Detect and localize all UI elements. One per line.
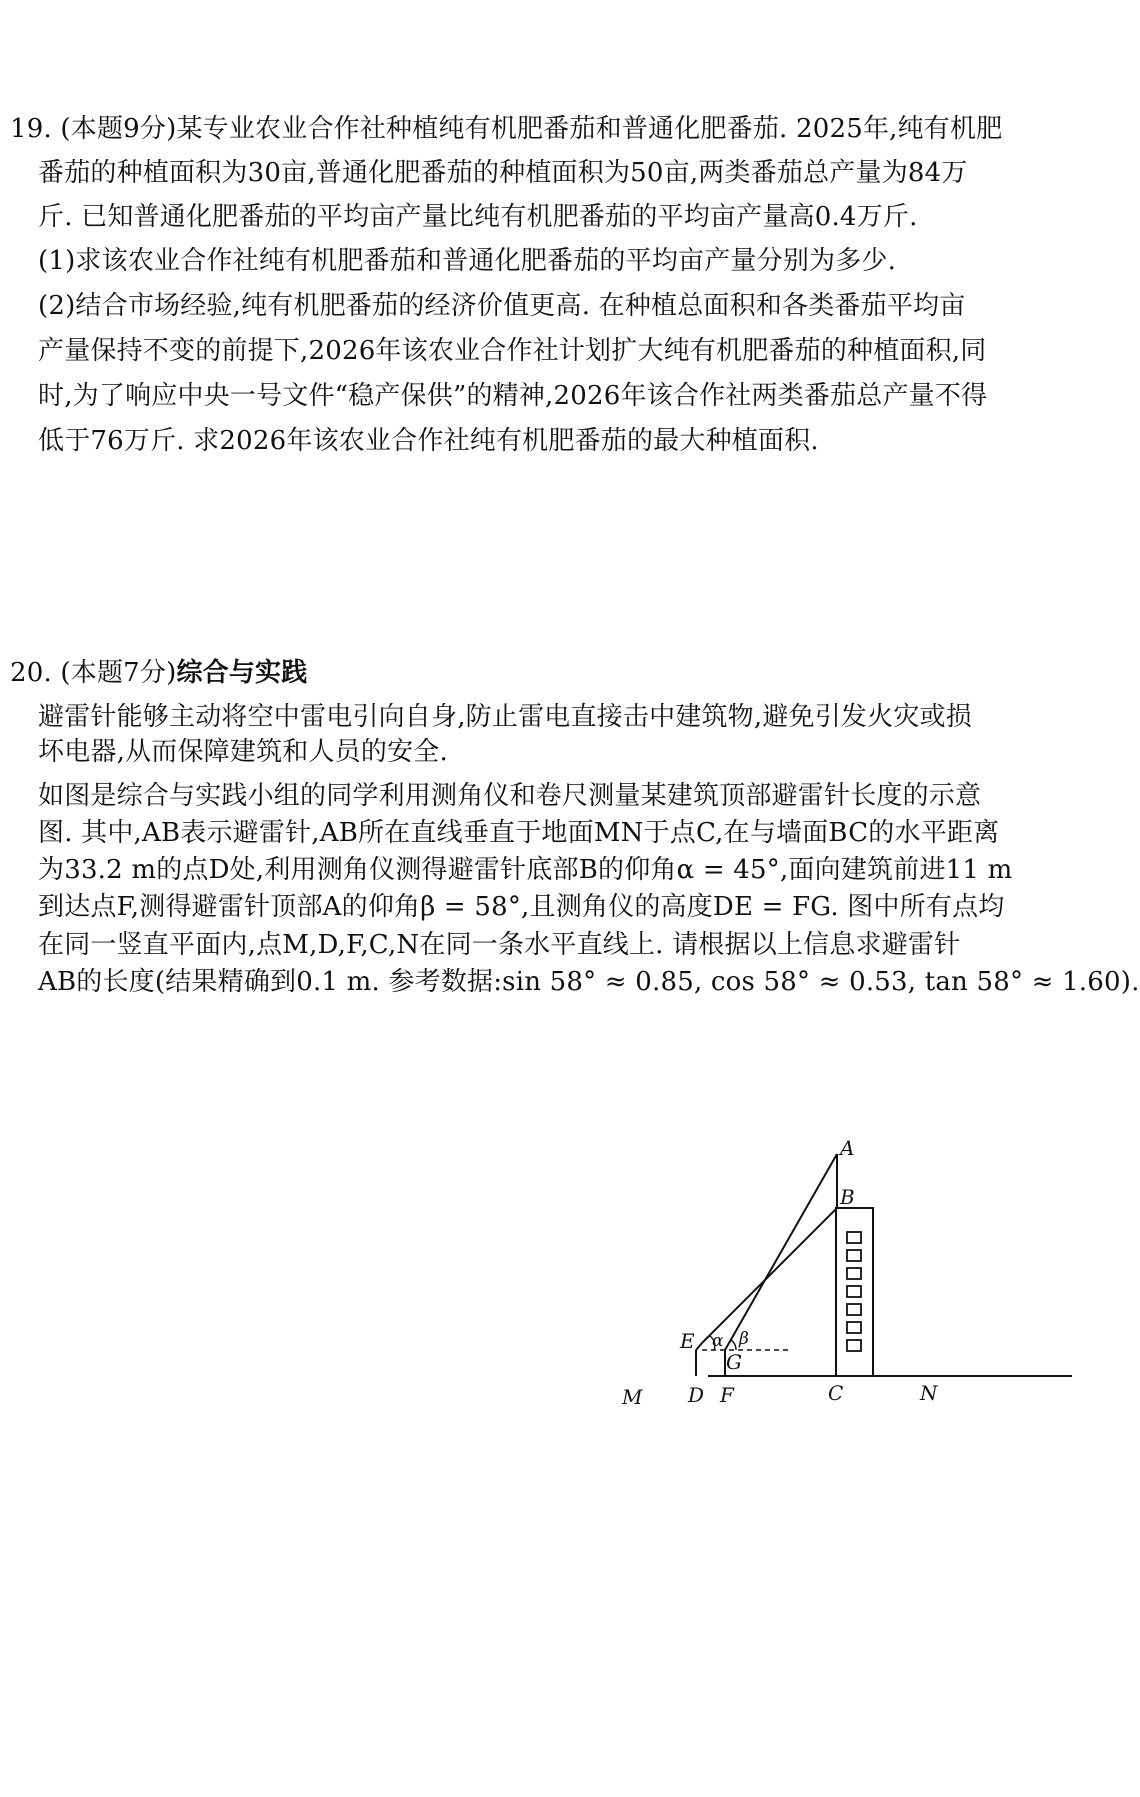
label-d: D	[688, 1383, 705, 1407]
q20-line-4: 图. 其中,AB表示避雷针,AB所在直线垂直于地面MN于点C,在与墙面BC的水平距离	[38, 818, 1000, 848]
q19-line-3: 斤. 已知普通化肥番茄的平均亩产量比纯有机肥番茄的平均亩产量高0.4万斤.	[38, 202, 918, 232]
label-n: N	[920, 1381, 938, 1405]
lightning-rod-figure	[680, 1136, 1080, 1420]
beta-arc	[731, 1340, 736, 1350]
q19-line-7: 时,为了响应中央一号文件“稳产保供”的精神,2026年该合作社两类番茄总产量不得	[38, 381, 988, 411]
q20-line-1: 避雷针能够主动将空中雷电引向自身,防止雷电直接击中建筑物,避免引发火灾或损	[38, 702, 972, 732]
label-e: E	[680, 1329, 695, 1353]
sight-line-ga	[725, 1154, 837, 1350]
label-alpha: α	[712, 1331, 724, 1351]
q19-line-4: (1)求该农业合作社纯有机肥番茄和普通化肥番茄的平均亩产量分别为多少.	[38, 246, 897, 276]
q19-line-6: 产量保持不变的前提下,2026年该农业合作社计划扩大纯有机肥番茄的种植面积,同	[38, 336, 987, 366]
label-b: B	[840, 1185, 855, 1209]
label-g: G	[726, 1350, 742, 1374]
building-windows	[847, 1232, 861, 1351]
label-m: M	[622, 1385, 643, 1409]
q20-line-3: 如图是综合与实践小组的同学利用测角仪和卷尺测量某建筑顶部避雷针长度的示意	[38, 781, 982, 811]
instrument-de-top	[696, 1343, 702, 1350]
q20-line-6: 到达点F,测得避雷针顶部A的仰角β = 58°,且测角仪的高度DE = FG. 图中所有点均	[38, 892, 1005, 922]
sight-line-eb	[702, 1208, 837, 1343]
q20-line-8: AB的长度(结果精确到0.1 m. 参考数据:sin 58° ≈ 0.85, cos 58° ≈ 0.53, tan 58° ≈ 1.60).	[38, 967, 1140, 997]
q19-line-1: 19. (本题9分)某专业农业合作社种植纯有机肥番茄和普通化肥番茄. 2025年,纯有机肥	[10, 114, 1003, 144]
q20-line-2: 坏电器,从而保障建筑和人员的安全.	[38, 737, 448, 767]
q19-line-2: 番茄的种植面积为30亩,普通化肥番茄的种植面积为50亩,两类番茄总产量为84万	[38, 158, 968, 188]
q20-header	[10, 656, 307, 690]
q19-line-5: (2)结合市场经验,纯有机肥番茄的经济价值更高. 在种植总面积和各类番茄平均亩	[38, 291, 966, 321]
q20-header-number: 20. (本题7分)	[10, 658, 177, 688]
label-beta: β	[739, 1329, 749, 1349]
q20-header-title: 综合与实践	[176, 658, 308, 688]
label-f: F	[720, 1383, 734, 1407]
q20-line-7: 在同一竖直平面内,点M,D,F,C,N在同一条水平直线上. 请根据以上信息求避雷针	[38, 930, 961, 960]
q20-line-5: 为33.2 m的点D处,利用测角仪测得避雷针底部B的仰角α = 45°,面向建筑前进11 m	[38, 855, 1013, 885]
q19-line-8: 低于76万斤. 求2026年该农业合作社纯有机肥番茄的最大种植面积.	[38, 426, 819, 456]
label-c: C	[828, 1381, 844, 1405]
label-a: A	[840, 1136, 855, 1160]
